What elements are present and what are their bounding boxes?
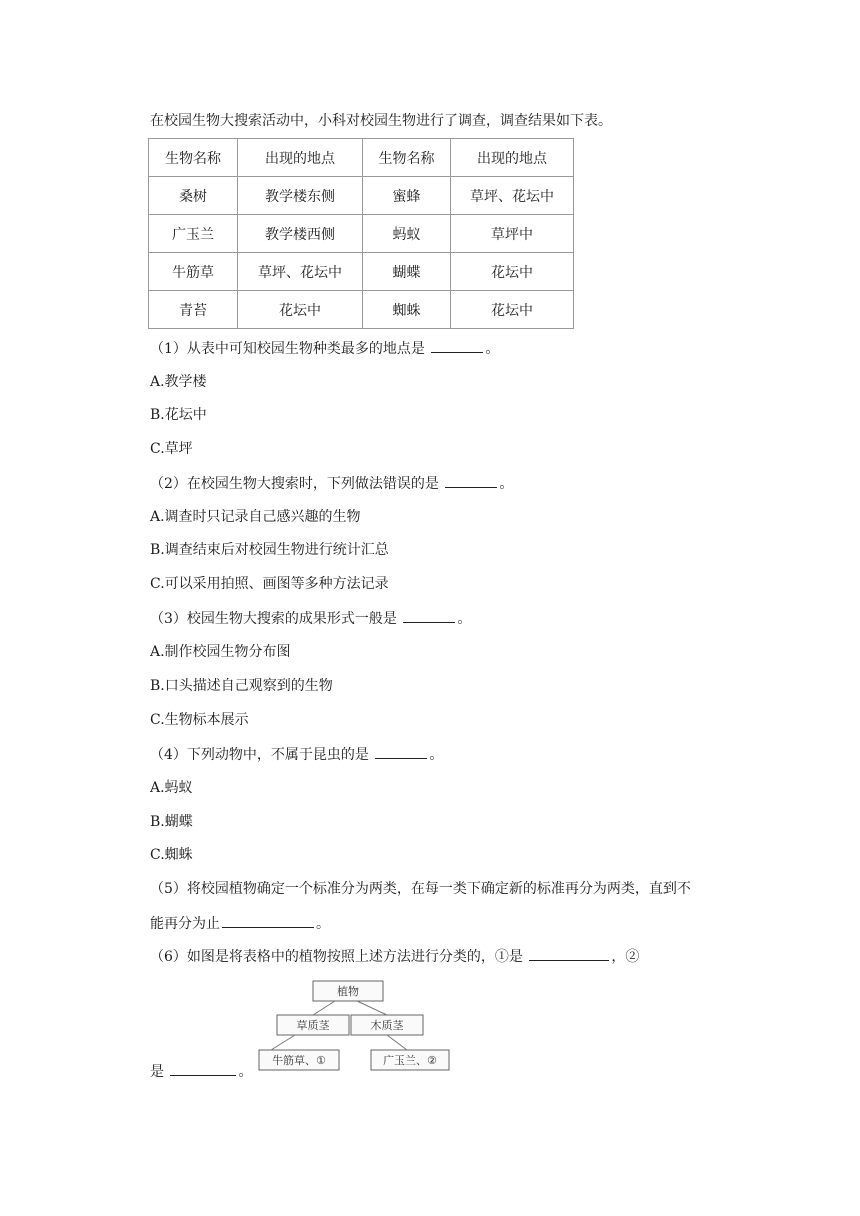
question-3-stem: （3）校园生物大搜索的成果形式一般是 [150, 611, 397, 627]
diagram-root: 植物 [337, 985, 359, 998]
option-3a: A.制作校园生物分布图 [150, 644, 291, 660]
option-3c: C.生物标本展示 [150, 712, 249, 728]
option-2b: B.调查结束后对校园生物进行统计汇总 [150, 542, 389, 558]
table-row [149, 215, 574, 253]
option-4a: A.蚂蚁 [150, 780, 193, 796]
answer-blank-6a[interactable] [529, 946, 609, 961]
table-cell: 教学楼西侧 [238, 215, 363, 253]
table-row [149, 177, 574, 215]
question-4 [150, 744, 443, 765]
option-1c: C.草坪 [150, 441, 193, 457]
survey-table [148, 138, 574, 329]
table-cell: 蜘蛛 [363, 291, 451, 329]
table-row [149, 291, 574, 329]
question-5-line1: （5）将校园植物确定一个标准分为两类，在每一类下确定新的标准再分为两类，直到不 [150, 881, 691, 897]
intro-text: 在校园生物大搜索活动中，小科对校园生物进行了调查，调查结果如下表。 [150, 113, 612, 129]
classification-diagram [255, 978, 455, 1078]
diagram-left: 草质茎 [296, 1019, 330, 1032]
question-5-line2 [150, 913, 330, 934]
question-2 [150, 473, 513, 494]
header-cell: 出现的地点 [238, 139, 363, 177]
answer-blank-3[interactable] [403, 608, 455, 623]
table-cell: 教学楼东侧 [238, 177, 363, 215]
question-end: 。 [457, 611, 472, 627]
question-4-stem: （4）下列动物中，不属于昆虫的是 [150, 747, 369, 763]
table-cell: 牛筋草 [149, 253, 238, 291]
option-2c: C.可以采用拍照、画图等多种方法记录 [150, 576, 389, 592]
question-5-stem: 能再分为止 [150, 916, 220, 932]
answer-blank-5[interactable] [222, 913, 314, 928]
answer-blank-2[interactable] [445, 473, 497, 488]
question-6-is: 是 [150, 1064, 164, 1080]
answer-blank-4[interactable] [375, 744, 427, 759]
table-cell: 花坛中 [451, 291, 574, 329]
question-1 [150, 338, 499, 359]
table-cell: 草坪、花坛中 [238, 253, 363, 291]
header-cell: 生物名称 [149, 139, 238, 177]
header-cell: 出现的地点 [451, 139, 574, 177]
question-6-mid: ，② [611, 949, 640, 965]
option-4b: B.蝴蝶 [150, 814, 193, 830]
question-end: 。 [485, 341, 500, 357]
table-cell: 桑树 [149, 177, 238, 215]
question-6 [150, 946, 639, 967]
question-2-stem: （2）在校园生物大搜索时，下列做法错误的是 [150, 476, 439, 492]
diagram-right: 木质茎 [370, 1019, 404, 1032]
table-cell: 草坪中 [451, 215, 574, 253]
answer-blank-6b[interactable] [170, 1061, 236, 1076]
question-end: 。 [429, 747, 444, 763]
option-1a: A.教学楼 [150, 374, 207, 390]
table-cell: 青苔 [149, 291, 238, 329]
question-end: 。 [499, 476, 514, 492]
option-3b: B.口头描述自己观察到的生物 [150, 678, 333, 694]
diagram-right-leaf: 广玉兰、② [383, 1054, 437, 1067]
table-cell: 蝴蝶 [363, 253, 451, 291]
option-4c: C.蜘蛛 [150, 847, 193, 863]
diagram-left-leaf: 牛筋草、① [272, 1054, 326, 1067]
table-cell: 蚂蚁 [363, 215, 451, 253]
header-cell: 生物名称 [363, 139, 451, 177]
question-end: 。 [238, 1064, 253, 1080]
option-1b: B.花坛中 [150, 407, 207, 423]
table-row [149, 253, 574, 291]
table-cell: 花坛中 [451, 253, 574, 291]
table-cell: 广玉兰 [149, 215, 238, 253]
question-6-stem: （6）如图是将表格中的植物按照上述方法进行分类的，①是 [150, 949, 523, 965]
question-3 [150, 608, 471, 629]
table-cell: 花坛中 [238, 291, 363, 329]
option-2a: A.调查时只记录自己感兴趣的生物 [150, 509, 361, 525]
question-6-line2 [150, 1061, 252, 1082]
table-cell: 草坪、花坛中 [451, 177, 574, 215]
table-header-row [149, 139, 574, 177]
answer-blank-1[interactable] [431, 338, 483, 353]
question-1-stem: （1）从表中可知校园生物种类最多的地点是 [150, 341, 425, 357]
question-end: 。 [316, 916, 330, 932]
table-cell: 蜜蜂 [363, 177, 451, 215]
